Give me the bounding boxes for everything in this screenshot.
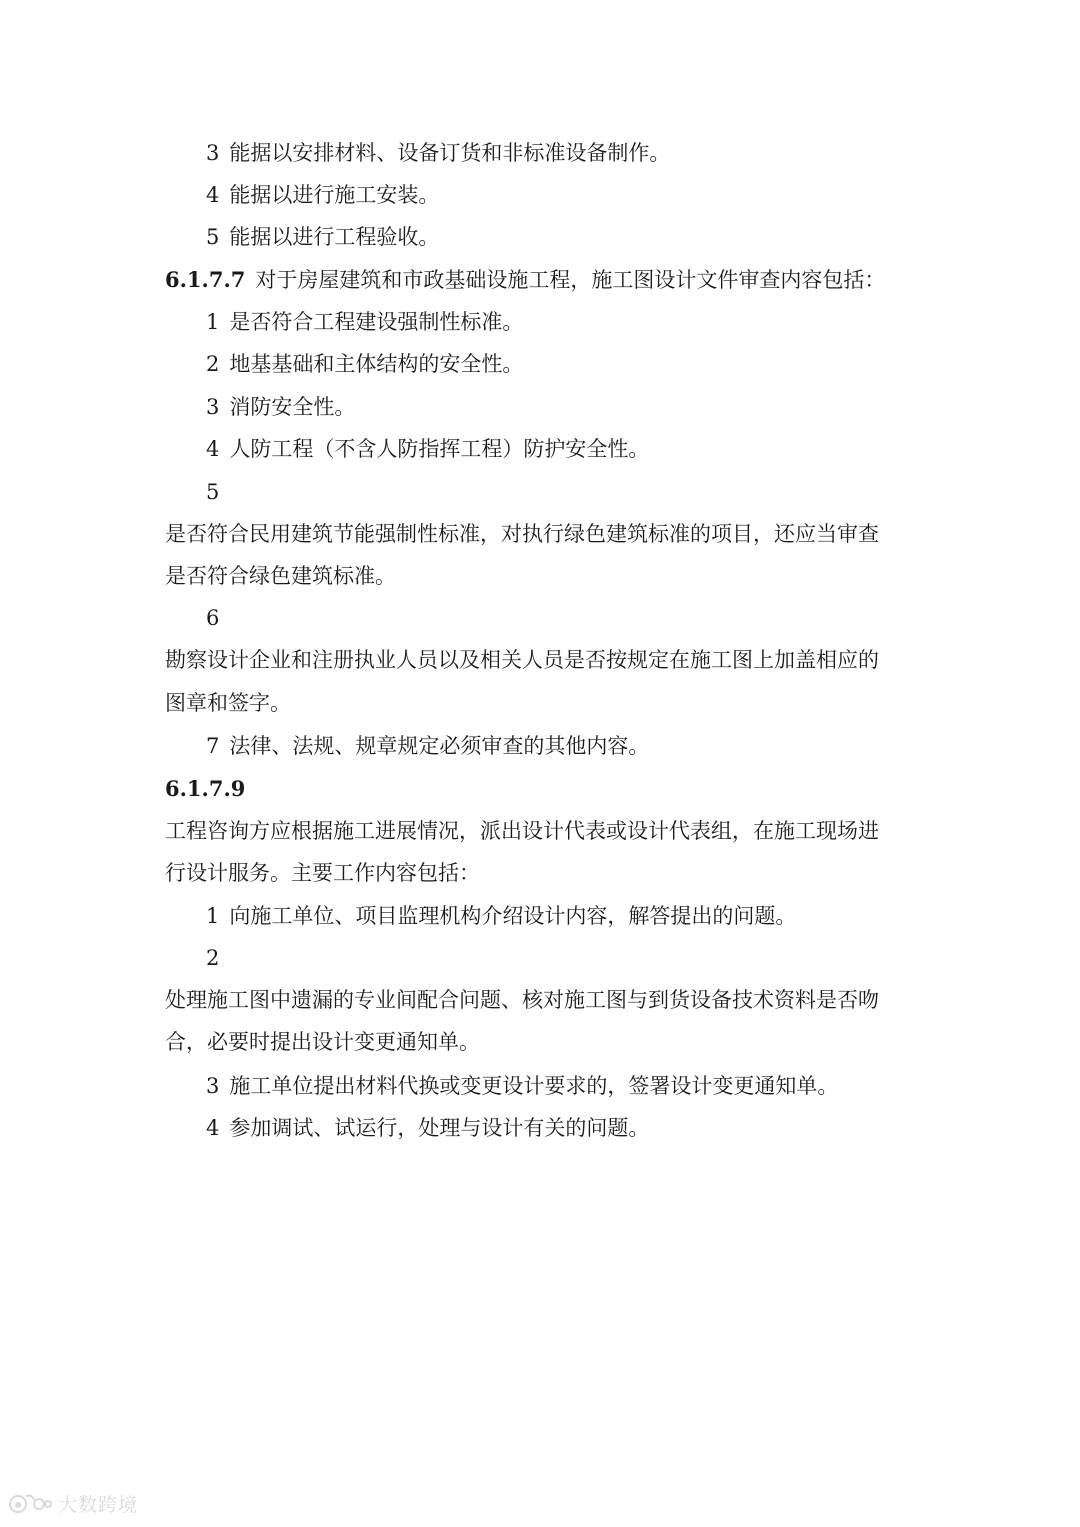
item-number: 3 <box>206 141 220 165</box>
section-number: 6.1.7.9 <box>165 776 246 801</box>
item-text: 人防工程（不含人防指挥工程）防护安全性。 <box>229 437 650 461</box>
list-item <box>206 1071 838 1101</box>
item-text: 能据以进行施工安装。 <box>229 183 440 207</box>
item-number: 4 <box>206 1116 220 1140</box>
list-item <box>206 349 523 379</box>
watermark <box>8 1488 138 1518</box>
item-text: 能据以进行工程验收。 <box>229 225 440 249</box>
list-item <box>206 434 649 464</box>
item-text: 能据以安排材料、设备订货和非标准设备制作。 <box>229 141 671 165</box>
item-number: 7 <box>206 734 220 758</box>
item-text: 参加调试、试运行，处理与设计有关的问题。 <box>229 1116 650 1140</box>
item-text: 是否符合工程建设强制性标准。 <box>229 310 524 334</box>
item-text-line: 勘察设计企业和注册执业人员以及相关人员是否按规定在施工图上加盖相应的 <box>165 648 879 672</box>
section-number: 6.1.7.7 <box>165 267 246 292</box>
item-number: 4 <box>206 183 220 207</box>
item-text: 向施工单位、项目监理机构介绍设计内容，解答提出的问题。 <box>229 904 797 928</box>
list-item <box>206 222 439 252</box>
list-item <box>206 731 649 761</box>
item-number: 6 <box>206 606 220 630</box>
weibo-logo-icon <box>8 1490 52 1516</box>
list-item <box>206 138 670 168</box>
item-text: 消防安全性。 <box>229 395 356 419</box>
section-6177 <box>165 265 885 295</box>
item-number: 4 <box>206 437 220 461</box>
item-text-line: 图章和签字。 <box>165 691 291 715</box>
item-text: 地基基础和主体结构的安全性。 <box>229 352 524 376</box>
item-text: 法律、法规、规章规定必须审查的其他内容。 <box>229 734 650 758</box>
list-item <box>206 180 439 210</box>
item-number: 2 <box>206 946 220 970</box>
list-item <box>206 901 796 931</box>
item-number: 1 <box>206 904 220 928</box>
list-item <box>206 392 355 422</box>
item-text-line: 是否符合民用建筑节能强制性标准，对执行绿色建筑标准的项目，还应当审查 <box>165 522 879 546</box>
item-number: 2 <box>206 352 220 376</box>
section-text: 对于房屋建筑和市政基础设施工程，施工图设计文件审查内容包括： <box>255 268 886 292</box>
item-text: 施工单位提出材料代换或变更设计要求的，签署设计变更通知单。 <box>229 1074 839 1098</box>
list-item <box>206 307 523 337</box>
item-number: 5 <box>206 225 220 249</box>
item-number: 1 <box>206 310 220 334</box>
section-text-line: 工程咨询方应根据施工进展情况，派出设计代表或设计代表组，在施工现场进 <box>165 819 879 843</box>
item-text-line: 是否符合绿色建筑标准。 <box>165 564 396 588</box>
section-text-line: 行设计服务。主要工作内容包括： <box>165 861 480 885</box>
item-text-line: 合，必要时提出设计变更通知单。 <box>165 1030 480 1054</box>
item-number: 3 <box>206 395 220 419</box>
item-number: 3 <box>206 1074 220 1098</box>
list-item <box>206 1113 649 1143</box>
item-number: 5 <box>206 480 220 504</box>
watermark-text: 大数跨境 <box>58 1493 139 1516</box>
item-text-line: 处理施工图中遗漏的专业间配合问题、核对施工图与到货设备技术资料是否吻 <box>165 988 879 1012</box>
